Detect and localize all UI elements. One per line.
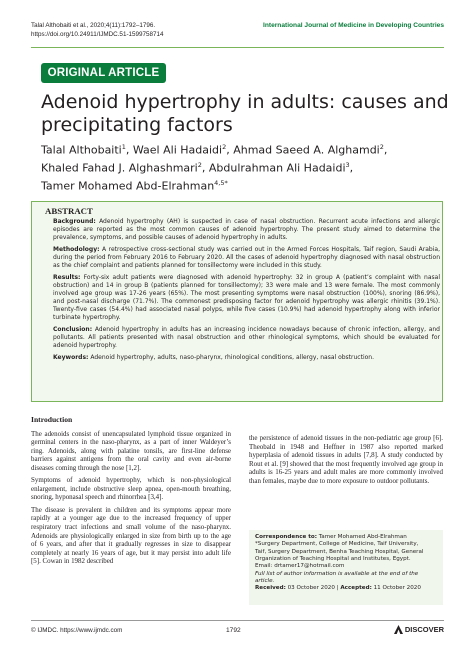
- accepted-date: 11 October 2020: [373, 585, 421, 592]
- author-affiliation: 2: [379, 143, 384, 151]
- accepted-label: Accepted:: [340, 585, 372, 592]
- author-list: Talal Althobaiti$^1$, Wael Ali Hadaidi$^2$, Ahmad Saeed A. Alghamdi$^2$, Khaled Fahad J. Alghashmari$^2$, Abdulrahman Ali Hadaidi$^3$, Tamer Mohamed Abd-Elrahman$^{4,5*}$: [41, 143, 388, 193]
- conclusion-text: Adenoid hypertrophy in adults has an increasing incidence nowadays because of chronic infection, allergy, and pollutants. All patients presented with nasal obstruction and other rhinological symptoms, which should be evaluated for adenoid hypertrophy.: [53, 326, 440, 350]
- results-text: Forty-six adult patients were diagnosed with adenoid hypertrophy: 32 in group A (patient’s complaint with nasal obstruction) and 14 in group B (patients planned for tonsillectomy); 33 were male and 13 were female. The most commonly involved age group was 17-26 years (65%). The most presenting symptoms were nasal obstruction (100%), snoring (86.9%), and post-nasal discharge (71.7%). The commonest predisposing factor for adenoid hypertrophy was allergic rhinitis (39.1%). Twenty-five cases (54.4%) had associated nasal polyps, while five cases (10.9%) had adenoid hypertrophy along with inferior turbinate hypertrophy.: [53, 273, 440, 322]
- article-type-badge: ORIGINAL ARTICLE: [41, 63, 166, 83]
- section-heading-introduction: Introduction: [31, 415, 73, 424]
- author-name: Ahmad Saeed A. Alghamdi: [233, 143, 380, 157]
- doi-link[interactable]: https://doi.org/10.24911/IJMDC.51-1599758714: [31, 30, 164, 38]
- methodology-label: Methodology:: [53, 245, 100, 253]
- date-separator: |: [336, 585, 339, 592]
- author-info-note: Full list of author information is available at the end of the article.: [255, 570, 419, 585]
- author-name: Khaled Fahad J. Alghashmari: [41, 161, 198, 175]
- author-affiliation: 2: [197, 161, 202, 170]
- author-affiliation: 3: [345, 161, 350, 170]
- background-text: Adenoid hypertrophy (AH) is suspected in case of nasal obstruction. Recurrent acute infections and allergic episodes are reported as the most common causes of adenoid hypertrophy. The present study aimed to determine the prevalence, symptoms, and possible causes of adenoid hypertrophy in adults.: [53, 218, 440, 242]
- background-label: Background:: [53, 218, 96, 225]
- citation-text: Talal Althobaiti et al., 2020;4(11):1792–1796.: [31, 22, 156, 29]
- citation-header: [31, 22, 164, 39]
- abstract-background: [53, 218, 440, 242]
- correspondence-author: [255, 534, 437, 541]
- footer-rule: [31, 620, 444, 621]
- body-left-column: [31, 416, 231, 570]
- abstract-body: [53, 218, 440, 366]
- header-rule: [31, 47, 444, 48]
- correspondence-label: Correspondence to:: [255, 534, 318, 540]
- author-name: Wael Ali Hadaidi: [132, 143, 223, 157]
- received-date: 03 October 2020: [287, 585, 335, 592]
- abstract-conclusion: [53, 326, 440, 350]
- correspondence-email: [255, 563, 437, 570]
- abstract-results: [53, 274, 440, 323]
- methodology-text: A retrospective cross-sectional study was carried out in the Armed Forces Hospitals, Taif region, Saudi Arabia, during the period from February 2016 to February 2020. All the cases of adenoid hypertrophy diagnosed with nasal obstruction as the chief complaint and patients planned for tonsillectomy were included in this study.: [53, 245, 440, 270]
- body-paragraph: The adenoids consist of unencapsulated lymphoid tissue organized in germinal centers in the naso-pharynx, as a part of inner Waldeyer’s ring. Adenoids, along with palatine tonsils, are first-line defense barriers against antigens from the oral cavity and even air-borne diseases coming through the nose [1,2].: [31, 429, 231, 472]
- discover-logo-icon: [394, 625, 403, 634]
- author-affiliation: 2: [222, 143, 227, 151]
- correspondence-address-line: Organization of Teaching Hospital and Institutes, Egypt.: [255, 556, 411, 563]
- body-paragraph: The disease is prevalent in children and its symptoms appear more rapidly at a younger age due to the increased frequency of upper respiratory tract infections and small volume of the naso-pharynx. Adenoids are physiologically enlarged in size from birth up to the age of 6 years, and after that it gradually regresses in size to disappear completely at nearly 16 years of age, but it may persist into adult life [5]. Cowan in 1982 described: [31, 505, 231, 566]
- submission-dates: [255, 585, 437, 592]
- author-name: Tamer Mohamed Abd-Elrahman: [41, 179, 215, 193]
- conclusion-label: Conclusion:: [53, 326, 93, 334]
- author-name: Abdulrahman Ali Hadaidi: [208, 161, 346, 175]
- author-name: Talal Althobaiti: [41, 143, 122, 157]
- footer-copyright[interactable]: © IJMDC. https://www.ijmdc.com: [31, 627, 123, 634]
- body-right-column: [249, 434, 443, 489]
- abstract-methodology: [53, 246, 440, 270]
- body-paragraph: the persistence of adenoid tissues in the non-pediatric age group [6]. Theobald in 1948 and Heffner in 1987 also reported marked hyperplasia of adenoid tissues in adults [7,8]. A study conducted by Rout et al. [9] showed that the most frequently involved age group in adults is 16-25 years and adult males are more commonly involved than females, maybe due to more exposure to outdoor pollutants.: [249, 434, 443, 485]
- correspondence-name: Tamer Mohamed Abd-Elrahman: [318, 534, 407, 540]
- author-affiliation: 4,5*: [214, 179, 228, 188]
- page-number: 1792: [226, 627, 241, 634]
- keywords-text: Adenoid hypertrophy, adults, naso-pharynx, rhinological conditions, allergy, nasal obstruction.: [90, 354, 374, 362]
- abstract-box: [31, 201, 443, 402]
- correspondence-address-line: Taif, Surgery Department, Benha Teaching Hospital, General: [255, 548, 424, 555]
- email-label: Email:: [255, 563, 273, 570]
- journal-name: International Journal of Medicine in Developing Countries: [263, 22, 444, 29]
- keywords-label: Keywords:: [53, 354, 89, 362]
- results-label: Results:: [53, 273, 81, 281]
- body-paragraph: Symptoms of adenoid hypertrophy, which is non-physiological enlargement, include obstructive sleep apnea, open-mouth breathing, snoring, hyponasal speech and rhinorrhea [3,4].: [31, 476, 231, 502]
- abstract-keywords: [53, 354, 440, 362]
- email-address[interactable]: drtamer17@hotmail.com: [274, 563, 345, 570]
- discover-logo-text: DISCOVER: [404, 625, 444, 634]
- discover-logo: [394, 625, 444, 634]
- correspondence-address-line: *Surgery Department, College of Medicine, Taif University,: [255, 541, 419, 548]
- received-label: Received:: [255, 585, 286, 592]
- author-affiliation: 1: [121, 143, 126, 151]
- article-title: Adenoid hypertrophy in adults: causes and precipitating factors: [41, 91, 449, 136]
- abstract-heading: ABSTRACT: [45, 206, 93, 216]
- correspondence-box: [249, 530, 443, 605]
